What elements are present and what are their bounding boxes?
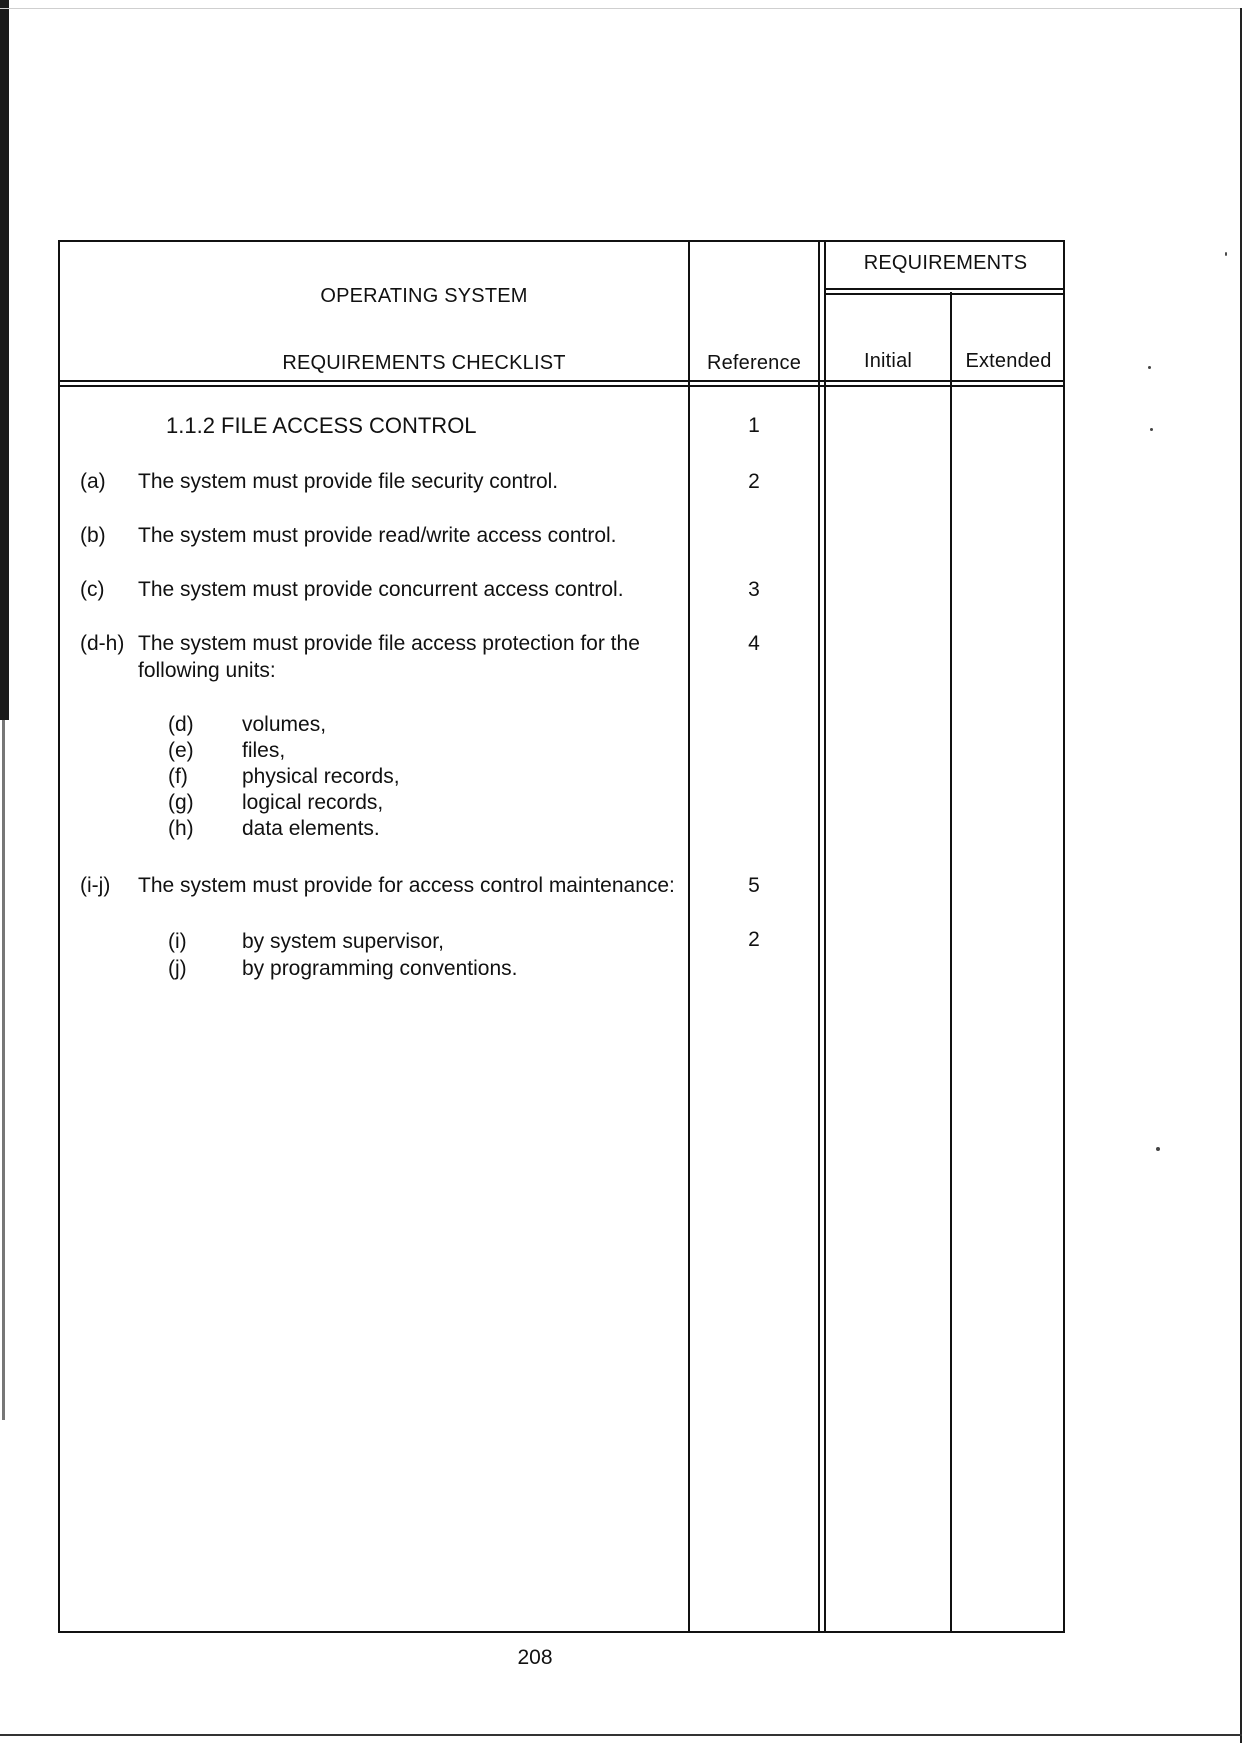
item-reference: 2 — [748, 470, 760, 493]
scan-edge — [1240, 8, 1242, 1743]
item-text: The system must provide for access control maintenance: — [138, 874, 675, 897]
unit-label: (e) — [168, 739, 194, 762]
item-label: (c) — [80, 578, 105, 601]
scan-edge — [0, 8, 1240, 9]
reference-column-header: Reference — [706, 352, 802, 374]
initial-column-header: Initial — [863, 350, 913, 372]
unit-text: volumes, — [242, 713, 327, 736]
unit-label: (d) — [168, 713, 194, 736]
section-reference: 1 — [748, 414, 760, 437]
table-title: OPERATING SYSTEM — [320, 285, 528, 307]
item-text: The system must provide concurrent access control. — [138, 578, 624, 601]
item-text: The system must provide read/write access control. — [138, 524, 617, 547]
table-subtitle: REQUIREMENTS CHECKLIST — [282, 352, 566, 374]
scan-edge — [2, 720, 5, 1420]
header-rule — [826, 293, 1065, 295]
item-label: (b) — [80, 524, 106, 547]
item-reference: 5 — [748, 874, 760, 897]
maintenance-text: by system supervisor, — [242, 930, 444, 953]
unit-label: (h) — [168, 817, 194, 840]
requirements-column-header: REQUIREMENTS — [863, 252, 1028, 274]
item-reference: 4 — [748, 632, 760, 655]
column-divider — [950, 292, 952, 1633]
maintenance-label: (j) — [168, 957, 187, 980]
checklist-table — [58, 240, 1065, 1633]
item-text: The system must provide file access protection for the — [138, 632, 640, 655]
unit-text: data elements. — [242, 817, 380, 840]
scan-edge — [0, 0, 9, 720]
header-rule — [58, 380, 1065, 382]
item-label: (a) — [80, 470, 106, 493]
maintenance-text: by programming conventions. — [242, 957, 518, 980]
item-text-continued: following units: — [138, 659, 276, 682]
scan-speck — [1150, 428, 1153, 431]
scan-edge — [0, 1734, 1242, 1736]
scan-speck — [1225, 252, 1227, 256]
header-rule — [826, 288, 1065, 290]
item-reference: 3 — [748, 578, 760, 601]
page-number: 208 — [517, 1646, 553, 1669]
unit-text: physical records, — [242, 765, 400, 788]
unit-label: (f) — [168, 765, 188, 788]
maintenance-reference: 2 — [748, 928, 760, 951]
unit-text: logical records, — [242, 791, 384, 814]
section-title: 1.1.2 FILE ACCESS CONTROL — [166, 413, 477, 438]
item-text: The system must provide file security control. — [138, 470, 559, 493]
maintenance-label: (i) — [168, 930, 187, 953]
unit-label: (g) — [168, 791, 194, 814]
item-label: (d-h) — [80, 632, 125, 655]
column-divider — [824, 240, 826, 1633]
scan-speck — [1156, 1147, 1160, 1151]
scan-speck — [1148, 366, 1151, 369]
item-label: (i-j) — [80, 874, 111, 897]
extended-column-header: Extended — [965, 350, 1052, 372]
unit-text: files, — [242, 739, 286, 762]
header-rule — [58, 385, 1065, 387]
